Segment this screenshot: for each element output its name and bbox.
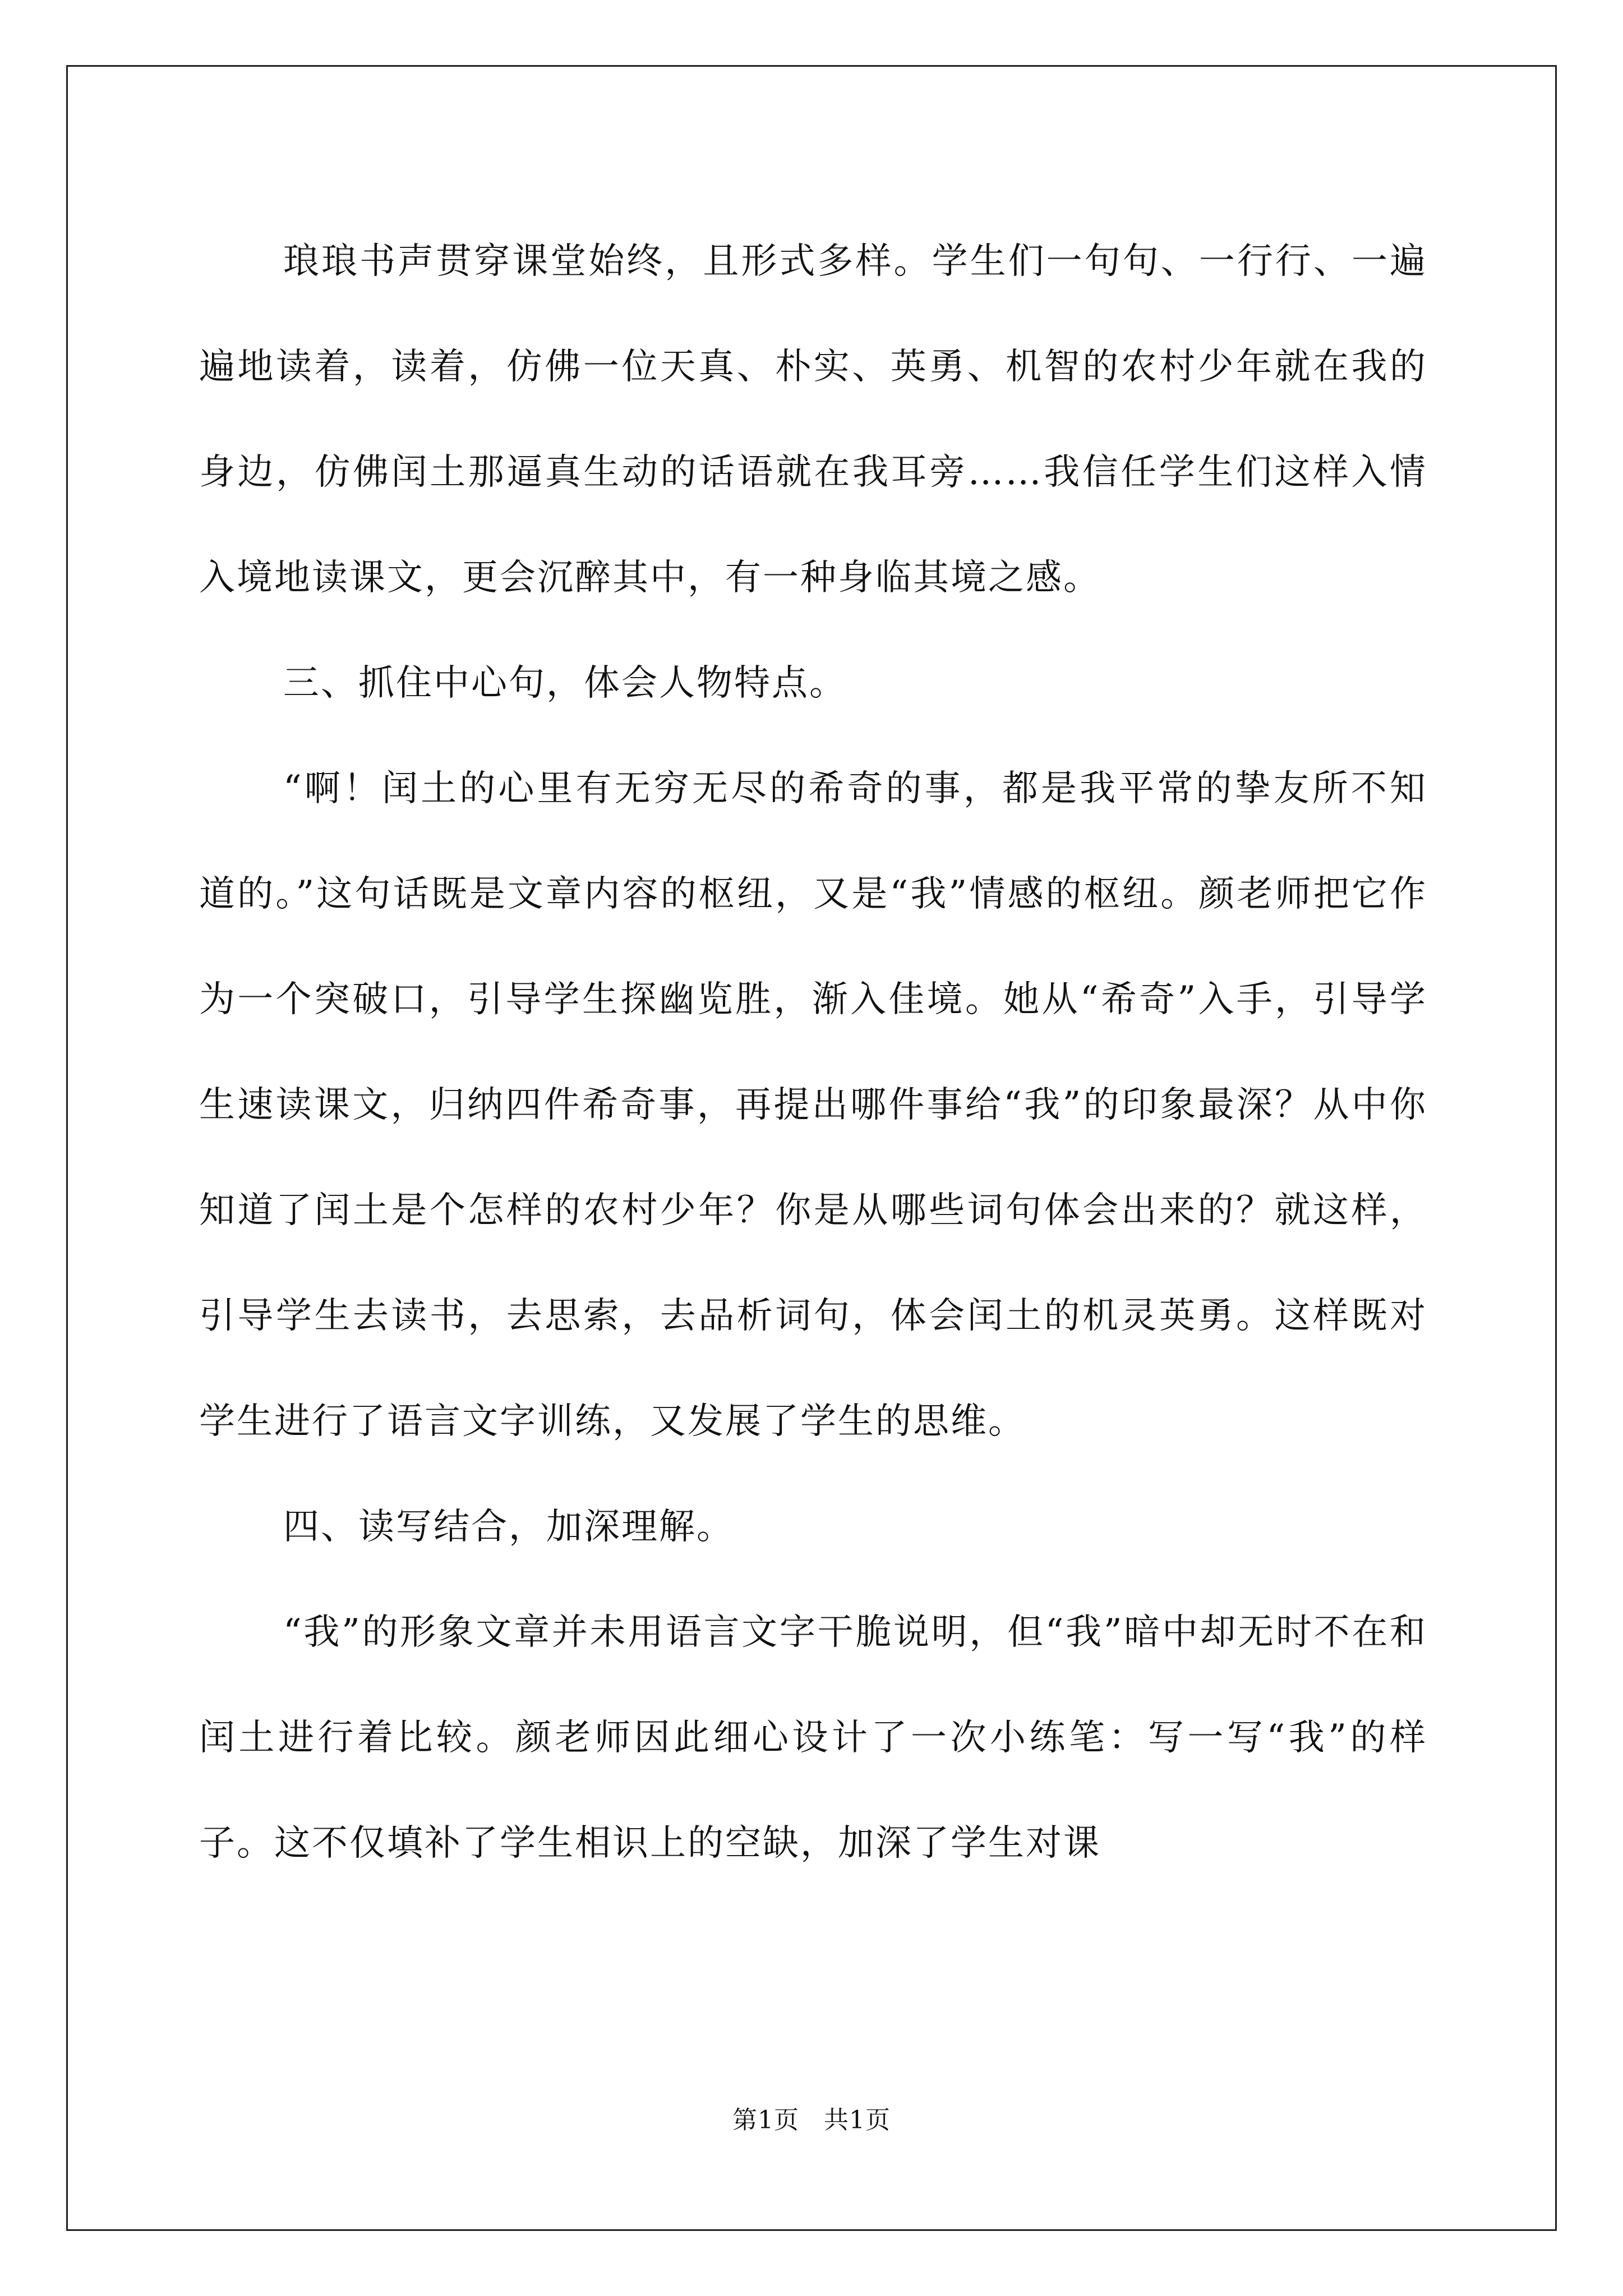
- paragraph-central-sentence: “啊！闰土的心里有无穷无尽的希奇的事，都是我平常的挚友所不知道的。”这句话既是文章内容的枢纽，又是“我”情感的枢纽。颜老师把它作为一个突破口，引导学生探幽览胜，渐入佳境。她从“希奇”入手，引导学生速读课文，归纳四件希奇事，再提出哪件事给“我”的印象最深？从中你知道了闰土是个怎样的农村少年？你是从哪些词句体会出来的？就这样，引导学生去读书，去思索，去品析词句，体会闰土的机灵英勇。这样既对学生进行了语言文字训练，又发展了学生的思维。: [199, 768, 1427, 1442]
- paragraph-reading-writing: “我”的形象文章并未用语言文字干脆说明，但“我”暗中却无时不在和闰土进行着比较。颜老师因此细心设计了一次小练笔：写一写“我”的样子。这不仅填补了学生相识上的空缺，加深了学生对课: [199, 1612, 1427, 1864]
- page-total: 共1页: [824, 2106, 891, 2134]
- section-heading-four: 四、读写结合，加深理解。: [283, 1506, 734, 1548]
- page-number: 第1页: [732, 2106, 799, 2134]
- section-heading-three: 三、抓住中心句，体会人物特点。: [283, 662, 847, 704]
- paragraph-reading-aloud: 琅琅书声贯穿课堂始终，且形式多样。学生们一句句、一行行、一遍遍地读着，读着，仿佛一位天真、朴实、英勇、机智的农村少年就在我的身边，仿佛闰土那逼真生动的话语就在我耳旁……我信任学生们这样入情入境地读课文，更会沉醉其中，有一种身临其境之感。: [199, 241, 1427, 599]
- page-footer: [0, 2104, 1623, 2137]
- document-body: [199, 209, 1427, 1896]
